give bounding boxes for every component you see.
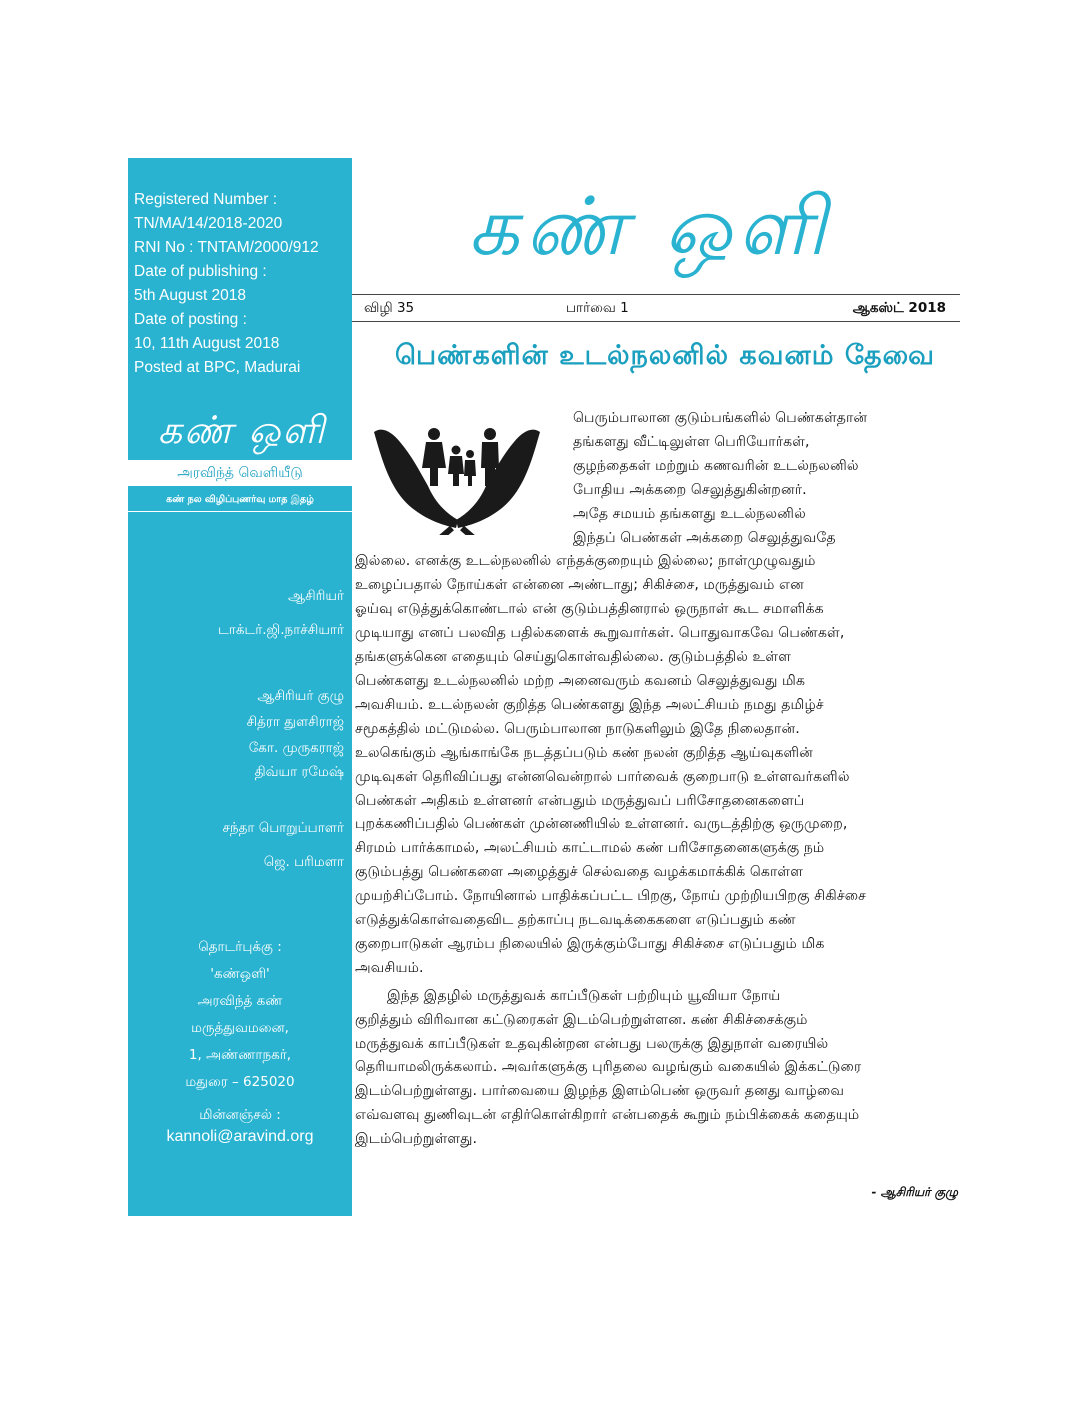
reg-line: Date of publishing : — [134, 263, 267, 280]
text-line: போதிய அக்கறை செலுத்துகின்றனர். — [573, 481, 807, 498]
tagline: கண் நல விழிப்புணர்வு மாத இதழ் — [166, 494, 314, 505]
text-line: தங்களுக்கென எதையும் செய்துகொள்வதில்லை. குடும்பத்தில் உள்ள — [355, 649, 792, 666]
board-member: கோ. முருகராஜ் — [248, 740, 344, 756]
text-line: குழந்தைகள் மற்றும் கணவரின் உடல்நலனில் — [573, 457, 859, 474]
text-line: குறைபாடுகள் ஆரம்ப நிலையில் இருக்கும்போது சிகிச்சை எடுப்பதும் மிக — [355, 935, 825, 952]
text-line: உழைப்பதால் நோய்கள் என்னை அண்டாது; சிகிச்சை, மருத்துவம் என — [355, 577, 804, 594]
text-line: எடுத்துக்கொள்வதைவிட தற்காப்பு நடவடிக்கைகளை எடுப்பதும் கண் — [355, 912, 796, 929]
text-line: ஓய்வு எடுத்துக்கொண்டால் என் குடும்பத்தினரால் ஒருநாள் கூட சமாளிக்க — [355, 601, 824, 618]
reg-line: RNI No : TNTAM/2000/912 — [134, 239, 319, 256]
text-line: முடிவுகள் தெரிவிப்பது என்னவென்றால் பார்வைக் குறைபாடு உள்ளவர்களில் — [355, 768, 850, 785]
reg-line: Date of posting : — [134, 311, 247, 328]
board-label: ஆசிரியர் குழு — [257, 688, 344, 704]
contact-line: மருத்துவமனை, — [191, 1020, 289, 1036]
reg-line: Registered Number : — [134, 191, 278, 208]
text-line: அதே சமயம் தங்களது உடல்நலனில் — [573, 505, 806, 522]
email-link[interactable]: kannoli@aravind.org — [166, 1128, 314, 1145]
text-line: இந்த இதழில் மருத்துவக் காப்பீடுகள் பற்றியும் யூவியா நோய் — [387, 987, 781, 1004]
text-line: தங்களது வீட்டிலுள்ள பெரியோர்கள், — [573, 433, 810, 450]
text-line: இல்லை. எனக்கு உடல்நலனில் எந்தக்குறையும் இல்லை; நாள்முழுவதும் — [355, 553, 816, 570]
text-line: பெண்களது உடல்நலனில் மற்ற அனைவரும் கவனம் செலுத்துவது மிக — [355, 672, 806, 689]
subscription-label: சந்தா பொறுப்பாளர் — [222, 820, 344, 836]
sidebar-logo: கண் ஒளி — [157, 408, 327, 452]
masthead-logo: கண் ஒளி — [468, 180, 832, 273]
email-label: மின்னஞ்சல் : — [199, 1107, 281, 1123]
text-line: இந்தப் பெண்கள் அக்கறை செலுத்துவதே — [573, 529, 836, 546]
sidebar-divider — [128, 511, 352, 512]
text-line: குறித்தும் விரிவான கட்டுரைகள் இடம்பெற்றுள்ளன. கண் சிகிச்சைக்கும் — [355, 1011, 808, 1028]
contact-line: 1, அண்ணாநகர், — [188, 1047, 292, 1063]
text-line: புறக்கணிப்பதில் பெண்கள் முன்னணியில் உள்ளனர். வருடத்திற்கு ஒருமுறை, — [355, 816, 848, 833]
text-line: தெரியாமலிருக்கலாம். அவர்களுக்கு புரிதலை வழங்கும் வகையில் இக்கட்டுரை — [355, 1059, 862, 1076]
article-body — [355, 407, 961, 1152]
text-line: பெரும்பாலான குடும்பங்களில் பெண்கள்தான் — [573, 410, 868, 426]
contact-label: தொடர்புக்கு : — [198, 939, 282, 955]
reg-line: TN/MA/14/2018-2020 — [134, 215, 283, 232]
text-line: இடம்பெற்றுள்ளது. — [355, 1131, 478, 1148]
text-line: மருத்துவக் காப்பீடுகள் உதவுகின்றன என்பது பலருக்கு இதுநாள் வரையில் — [355, 1035, 829, 1052]
text-line: முடியாது எனப் பலவித பதில்களைக் கூறுவார்கள். பொதுவாகவே பெண்கள், — [355, 625, 845, 642]
volume-label: விழி 35 — [364, 300, 415, 316]
paragraph-2 — [355, 985, 961, 1152]
reg-line: 10, 11th August 2018 — [134, 335, 280, 352]
contact-line: 'கண்ஒளி' — [210, 966, 270, 982]
contact-line: அரவிந்த் கண் — [197, 993, 283, 1009]
reg-line: Posted at BPC, Madurai — [134, 359, 301, 376]
issue-date: ஆகஸ்ட் 2018 — [852, 300, 946, 316]
text-line: பெண்கள் அதிகம் உள்ளனர் என்பதும் மருத்துவப் பரிசோதனைகளைப் — [355, 792, 805, 809]
text-line: எவ்வளவு துணிவுடன் எதிர்கொள்கிறார் என்பதைக் கூறும் நம்பிக்கைக் கதையும் — [355, 1107, 860, 1124]
publisher-label: அரவிந்த் வெளியீடு — [128, 460, 352, 486]
text-line: உலகெங்கும் ஆங்காங்கே நடத்தப்படும் கண் நலன் குறித்த ஆய்வுகளின் — [355, 744, 813, 761]
text-line: அவசியம். — [355, 959, 424, 976]
article-signature: - ஆசிரியர் குழு — [871, 1185, 958, 1199]
editor-label: ஆசிரியர் — [288, 588, 344, 604]
issue-label: பார்வை 1 — [566, 300, 629, 316]
editor-name: டாக்டர்.ஜி.நாச்சியார் — [218, 622, 344, 638]
issue-info-bar — [352, 294, 960, 322]
reg-line: 5th August 2018 — [134, 287, 247, 304]
paragraph-1 — [355, 550, 961, 980]
text-line: இடம்பெற்றுள்ளது. பார்வையை இழந்த இளம்பெண் ஒருவர் தனது வாழ்வை — [355, 1083, 845, 1100]
text-line: அவசியம். உடல்நலன் குறித்த பெண்களது இந்த அலட்சியம் நமது தமிழ்ச் — [355, 696, 824, 713]
contact-line: மதுரை – 625020 — [185, 1074, 295, 1090]
board-member: திவ்யா ரமேஷ் — [254, 764, 344, 780]
text-line: முயற்சிப்போம். நோயினால் பாதிக்கப்பட்ட பிறகு, நோய் முற்றியபிறகு சிகிச்சை — [355, 888, 866, 905]
subscription-name: ஜெ. பரிமளா — [263, 854, 344, 870]
intro-paragraph — [355, 407, 961, 550]
article-headline: பெண்களின் உடல்நலனில் கவனம் தேவை — [395, 340, 935, 371]
registration-block — [134, 188, 348, 380]
sidebar-panel — [128, 158, 352, 1216]
board-member: சித்ரா துளசிராஜ் — [246, 714, 344, 730]
text-line: சமூகத்தில் மட்டுமல்ல. பெரும்பாலான நாடுகளிலும் இதே நிலைதான். — [355, 720, 800, 737]
contact-block — [128, 934, 352, 1150]
text-line: சிரமம் பார்க்காமல், அலட்சியம் காட்டாமல் கண் பரிசோதனைகளுக்கு நம் — [355, 840, 825, 857]
text-line: குடும்பத்து பெண்களை அழைத்துச் செல்வதை வழக்கமாக்கிக் கொள்ள — [355, 864, 804, 881]
